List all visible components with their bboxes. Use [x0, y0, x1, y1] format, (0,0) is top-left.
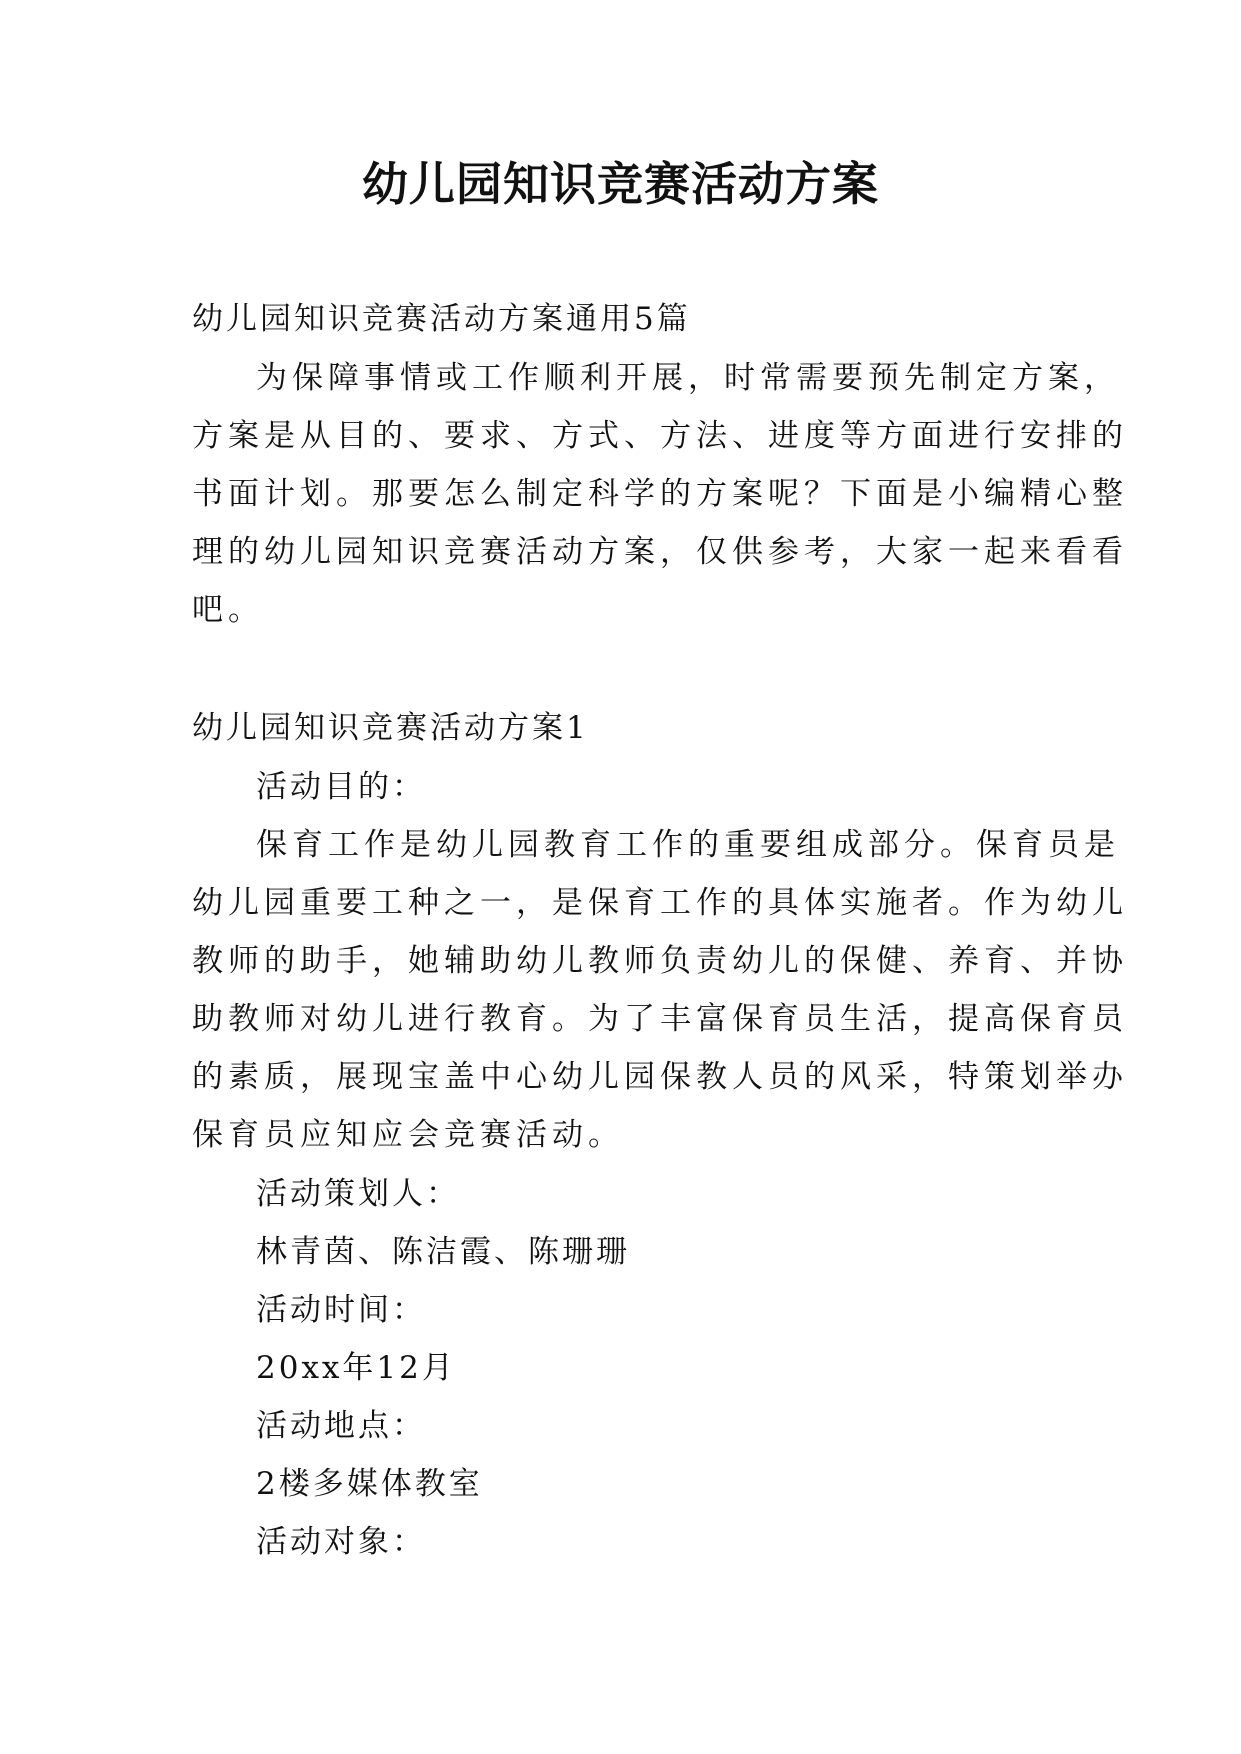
document-title: 幼儿园知识竞赛活动方案	[362, 157, 879, 211]
intro-line-3: 书面计划。那要怎么制定科学的方案呢？下面是小编精心整	[192, 476, 1128, 512]
purpose-line-4: 助教师对幼儿进行教育。为了丰富保育员生活，提高保育员	[192, 1001, 1128, 1037]
place-value: 2楼多媒体教室	[256, 1466, 483, 1502]
intro-line-4: 理的幼儿园知识竞赛活动方案，仅供参考，大家一起来看看	[192, 534, 1128, 570]
purpose-line-6: 保育员应知应会竞赛活动。	[192, 1117, 624, 1153]
purpose-line-3: 教师的助手，她辅助幼儿教师负责幼儿的保健、养育、并协	[192, 943, 1128, 979]
planner-value: 林青茵、陈洁霞、陈珊珊	[256, 1234, 630, 1270]
target-label: 活动对象：	[256, 1524, 426, 1560]
purpose-line-1: 保育工作是幼儿园教育工作的重要组成部分。保育员是	[256, 827, 1120, 863]
time-label: 活动时间：	[256, 1292, 426, 1328]
intro-line-5: 吧。	[192, 592, 264, 628]
intro-line-2: 方案是从目的、要求、方式、方法、进度等方面进行安排的	[192, 418, 1128, 454]
place-label: 活动地点：	[256, 1408, 426, 1444]
purpose-line-2: 幼儿园重要工种之一，是保育工作的具体实施者。作为幼儿	[192, 885, 1128, 921]
document-subtitle: 幼儿园知识竞赛活动方案通用5篇	[192, 301, 691, 337]
section-1-heading: 幼儿园知识竞赛活动方案1	[192, 710, 589, 746]
intro-line-1-text: 为保障事情或工作顺利开展，时常需要预先制定方案，	[256, 360, 1120, 396]
purpose-label: 活动目的：	[256, 769, 426, 805]
intro-line-1	[256, 356, 1120, 400]
purpose-line-5: 的素质，展现宝盖中心幼儿园保教人员的风采，特策划举办	[192, 1059, 1128, 1095]
time-value: 20xx年12月	[256, 1350, 456, 1386]
planner-label: 活动策划人：	[256, 1176, 460, 1212]
